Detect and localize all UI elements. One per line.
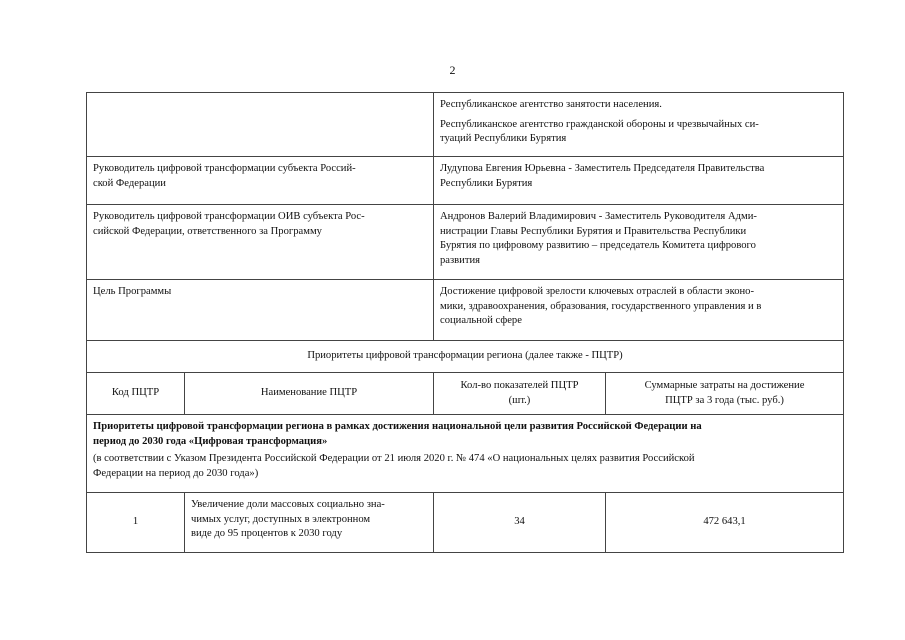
section-row bbox=[87, 415, 844, 493]
head-oiv-label-line2: сийской Федерации, ответственного за Программу bbox=[93, 225, 322, 237]
goal-row bbox=[87, 280, 844, 341]
row1-name-line2: чимых услуг, доступных в электронном bbox=[191, 513, 371, 525]
row1-name bbox=[185, 493, 434, 553]
row1-name-line1: Увеличение доли массовых социально зна- bbox=[191, 499, 385, 510]
head-oiv-value-line4: развития bbox=[440, 254, 481, 266]
agencies-value-cell bbox=[434, 93, 844, 157]
row1-count: 34 bbox=[434, 493, 606, 553]
agency-civil-defense-line1: Республиканское агентство гражданской обороны и чрезвычайных си- bbox=[440, 118, 759, 130]
program-passport-table bbox=[86, 92, 844, 553]
table-row bbox=[87, 493, 844, 553]
head-subject-value-line1: Лудупова Евгения Юрьевна - Заместитель Председателя Правительства bbox=[440, 163, 765, 174]
goal-value-line1: Достижение цифровой зрелости ключевых отраслей в области эконо- bbox=[440, 286, 754, 297]
goal-value-line2: мики, здравоохранения, образования, государственного управления и в bbox=[440, 300, 762, 312]
goal-value bbox=[434, 280, 844, 341]
head-subject-label-line1: Руководитель цифровой трансформации субъекта Россий- bbox=[93, 163, 356, 174]
column-name: Наименование ПЦТР bbox=[185, 373, 434, 415]
goal-label: Цель Программы bbox=[87, 280, 434, 341]
column-cost-line1: Суммарные затраты на достижение bbox=[644, 380, 805, 391]
head-oiv-value-line1: Андронов Валерий Владимирович - Заместитель Руководителя Адми- bbox=[440, 211, 757, 222]
head-subject-row bbox=[87, 157, 844, 205]
head-subject-value bbox=[434, 157, 844, 205]
column-count-line1: Кол-во показателей ПЦТР bbox=[460, 380, 579, 391]
agency-employment: Республиканское агентство занятости населения. bbox=[440, 99, 662, 110]
head-oiv-value-line2: нистрации Главы Республики Бурятия и Правительства Республики bbox=[440, 225, 747, 237]
column-cost-line2: ПЦТР за 3 года (тыс. руб.) bbox=[665, 394, 784, 406]
head-oiv-value-line3: Бурятия по цифровому развитию – председатель Комитета цифрового bbox=[440, 240, 756, 251]
section-title-line2: период до 2030 года «Цифровая трансформация» bbox=[93, 435, 328, 447]
head-subject-label bbox=[87, 157, 434, 205]
columns-header-row bbox=[87, 373, 844, 415]
column-count-line2: (шт.) bbox=[508, 394, 531, 406]
row1-code: 1 bbox=[87, 493, 185, 553]
agencies-label-cell bbox=[87, 93, 434, 157]
head-subject-label-line2: ской Федерации bbox=[93, 177, 166, 189]
agency-civil-defense-line2: туаций Республики Бурятия bbox=[440, 133, 567, 144]
row1-name-line3: виде до 95 процентов к 2030 году bbox=[191, 528, 343, 539]
head-oiv-value bbox=[434, 205, 844, 280]
head-oiv-label-line1: Руководитель цифровой трансформации ОИВ субъекта Рос- bbox=[93, 211, 365, 222]
row1-cost: 472 643,1 bbox=[606, 493, 844, 553]
column-count bbox=[434, 373, 606, 415]
head-oiv-label bbox=[87, 205, 434, 280]
section-note-line1: (в соответствии с Указом Президента Российской Федерации от 21 июля 2020 г. № 474 «О национальных целях развития Российской bbox=[93, 453, 695, 464]
head-subject-value-line2: Республики Бурятия bbox=[440, 177, 533, 189]
section-note-line2: Федерации на период до 2030 года») bbox=[93, 467, 259, 479]
priorities-title: Приоритеты цифровой трансформации региона (далее также - ПЦТР) bbox=[87, 341, 844, 373]
goal-value-line3: социальной сфере bbox=[440, 315, 522, 326]
column-code: Код ПЦТР bbox=[87, 373, 185, 415]
agencies-row bbox=[87, 93, 844, 157]
head-oiv-row bbox=[87, 205, 844, 280]
page-number: 2 bbox=[449, 63, 456, 77]
section-title-line1: Приоритеты цифровой трансформации региона в рамках достижения национальной цели развития Российской Федерации на bbox=[93, 421, 702, 432]
priorities-title-row bbox=[87, 341, 844, 373]
column-cost bbox=[606, 373, 844, 415]
section-cell bbox=[87, 415, 844, 493]
